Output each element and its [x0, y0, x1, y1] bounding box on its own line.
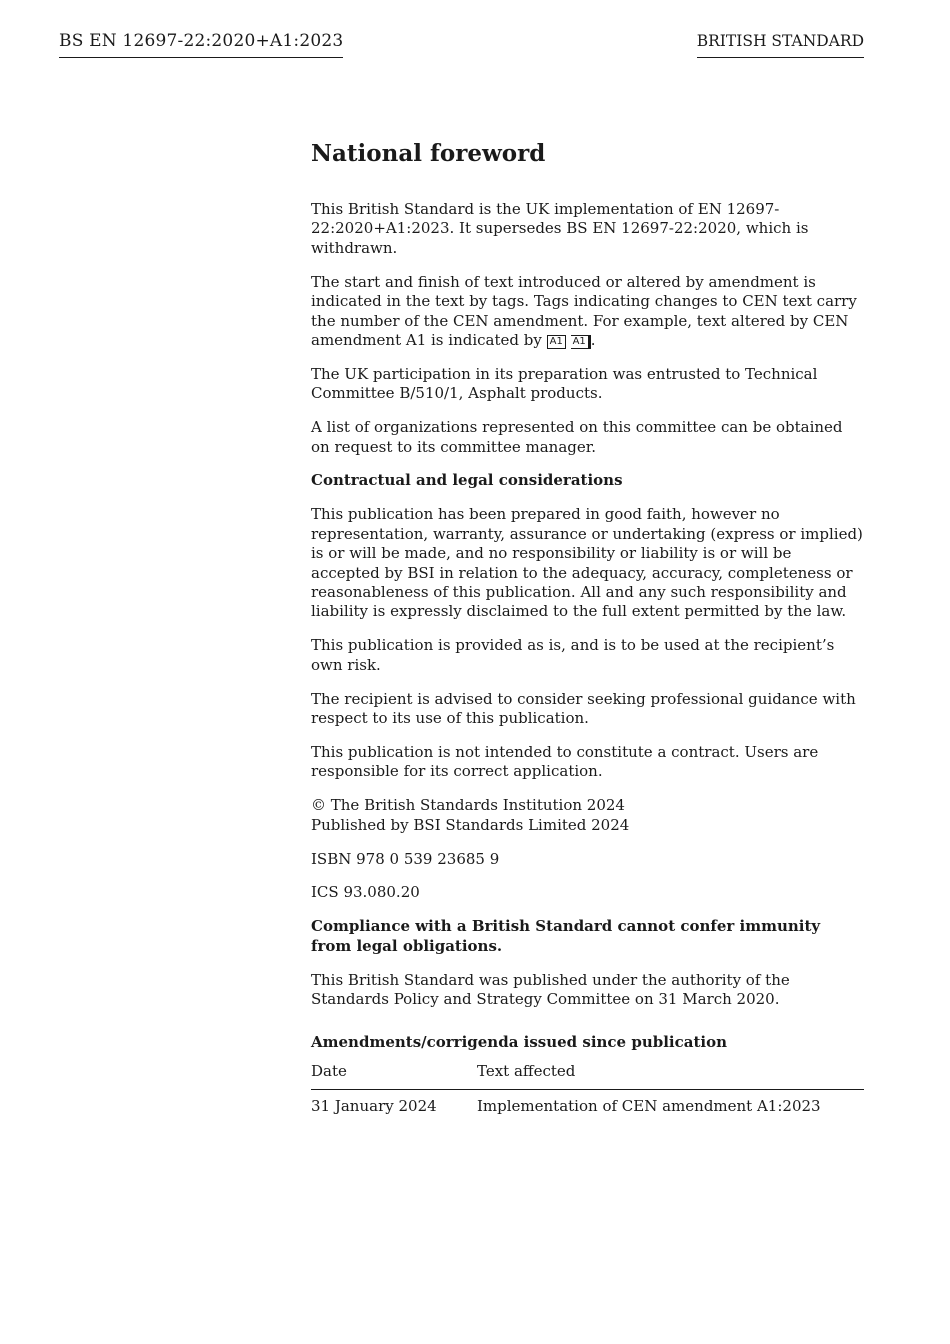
copyright-line: © The British Standards Institution 2024	[311, 796, 625, 815]
paragraph-guidance: The recipient is advised to consider seeking professional guidance with respect to its use of this publication.	[311, 689, 856, 728]
table-header-row	[311, 1062, 864, 1090]
paragraph-committee: The UK participation in its preparation was entrusted to Technical Committee B/510/1, Asphalt products.	[311, 364, 818, 403]
paragraph-contract: This publication is not intended to constitute a contract. Users are responsible for its correct application.	[311, 742, 819, 781]
column-header-date: Date	[311, 1062, 477, 1090]
national-foreword	[311, 140, 864, 1116]
document-id: BS EN 12697-22:2020+A1:2023	[59, 31, 343, 58]
contractual-heading: Contractual and legal considerations	[311, 471, 623, 490]
amendments-table	[311, 1062, 864, 1116]
published-line: Published by BSI Standards Limited 2024	[311, 815, 630, 834]
copyright-block	[311, 796, 864, 835]
amendment-tags-text: The start and finish of text introduced or altered by amendment is indicated in the text by tags. Tags indicating changes to CEN text carry the number of the CEN amendment. For example, text altered by CEN amendment A1 is indicated by	[311, 272, 857, 349]
paragraph-own-risk: This publication is provided as is, and is to be used at the recipient’s own risk.	[311, 636, 835, 674]
isbn: ISBN 978 0 539 23685 9	[311, 849, 500, 868]
paragraph-organizations: A list of organizations represented on this committee can be obtained on request to its committee manager.	[311, 418, 843, 456]
page-title: National foreword	[311, 140, 546, 167]
column-header-text-affected: Text affected	[477, 1062, 864, 1090]
ics-code: ICS 93.080.20	[311, 883, 420, 902]
amendment-text-affected: Implementation of CEN amendment A1:2023	[477, 1096, 821, 1115]
paragraph-amendment-tags	[311, 273, 864, 351]
table-row	[311, 1089, 864, 1116]
compliance-notice: Compliance with a British Standard cannot confer immunity from legal obligations.	[311, 917, 821, 955]
amendment-open-tag-icon: A1	[547, 335, 566, 349]
amendment-close-tag-icon: A1	[571, 335, 591, 349]
british-standard-label: BRITISH STANDARD	[697, 32, 864, 58]
amendment-date: 31 January 2024	[311, 1096, 437, 1115]
paragraph-implementation: This British Standard is the UK implementation of EN 12697-22:2020+A1:2023. It supersedes BS EN 12697-22:2020, which is withdrawn.	[311, 200, 809, 257]
amendments-heading: Amendments/corrigenda issued since publication	[311, 1032, 727, 1051]
paragraph-authority: This British Standard was published under the authority of the Standards Policy and Strategy Committee on 31 March 2020.	[311, 970, 790, 1009]
amendment-tags-end: .	[590, 330, 596, 349]
paragraph-good-faith: This publication has been prepared in good faith, however no representation, warranty, assurance or undertaking (express or implied) is or will be made, and no responsibility or liability is or will be accepted by BSI in relation to the adequacy, accuracy, completeness or reasonableness of this publication. All and any such responsibility and liability is expressly disclaimed to the full extent permitted by the law.	[311, 505, 863, 621]
